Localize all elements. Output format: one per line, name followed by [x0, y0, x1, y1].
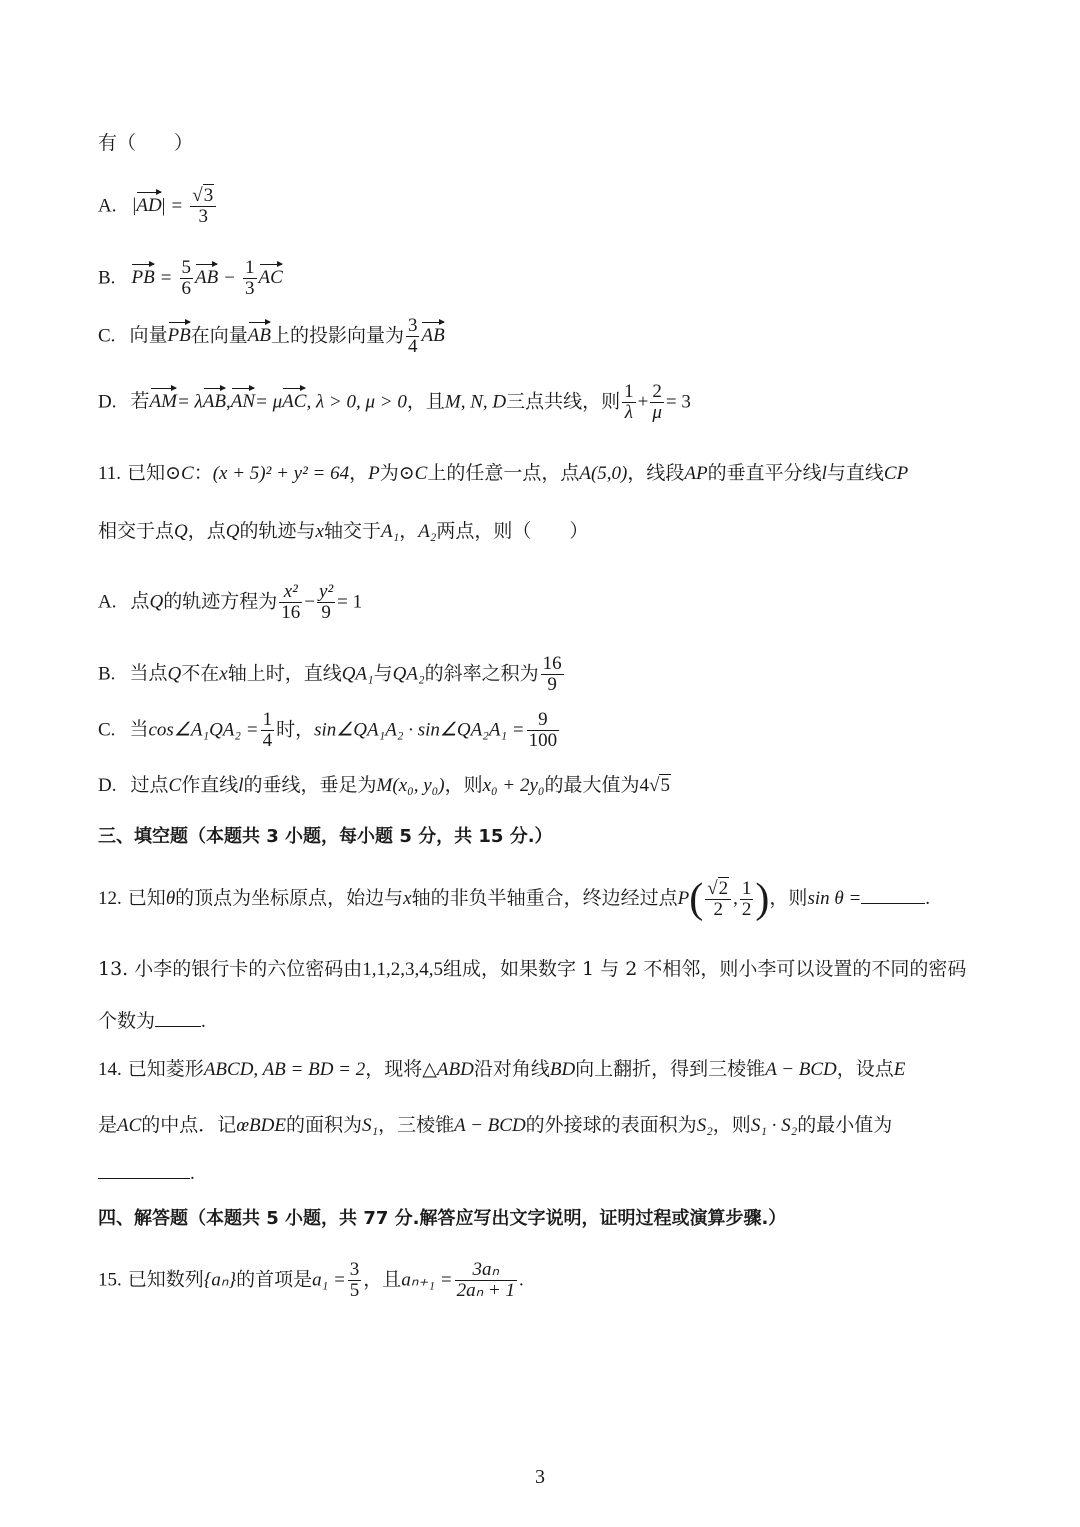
fraction: $\frac{1}{3}$: [245, 257, 255, 299]
question-number: 15.: [98, 1269, 122, 1291]
q12: 12. 已知θ的顶点为坐标原点，始边与x轴的非负半轴重合，终边经过点P( $\frac{√2}{2}$ , $\frac{1}{2}$ )，则sin θ = .: [98, 876, 931, 922]
vector-ac: AC: [282, 385, 306, 414]
q13-line2: 个数为 .: [98, 1010, 206, 1032]
fraction: $\frac{\text{3aₙ}}{\text{2aₙ + 1}}$: [456, 1259, 515, 1301]
q11-option-c: C. 当cos∠A₁QA₂ = $\frac{1}{4}$ 时，sin∠QA₁A₂ · sin∠QA₂A₁ = $\frac{9}{100}$: [98, 709, 558, 751]
page-number: 3: [535, 1466, 545, 1488]
q10-tail: [98, 132, 193, 155]
fraction: $\frac{2}{\mu}$: [652, 381, 662, 423]
q11-stem-line2: 相交于点Q，点Q的轨迹与x轴交于A₁，A₂两点，则（ ）: [98, 520, 589, 542]
section-heading-fill-in: [98, 826, 553, 848]
vector-pb: PB: [168, 319, 191, 348]
q14-line2: 是AC的中点．记œBDE的面积为S₁，三棱锥A − BCD的外接球的表面积为S₂，则S₁ · S₂的最小值为: [98, 1114, 893, 1136]
option-label: B.: [98, 267, 116, 289]
fraction: $\frac{1}{\lambda}$: [624, 381, 634, 423]
vector-ab: AB: [203, 385, 226, 414]
fraction: $\frac{\text{x²}}{16}$: [281, 581, 301, 623]
vector-ab: AB: [248, 319, 271, 348]
fraction: $\frac{16}{9}$: [542, 653, 562, 695]
vector-pb: PB: [131, 261, 154, 290]
q11-option-b: B. 当点Q不在x轴上时，直线QA₁与QA₂的斜率之积为 $\frac{16}{9}$: [98, 653, 562, 695]
option-label: D.: [98, 775, 117, 796]
q10-option-d: D. 若AM= λAB,AN= μAC, λ > 0, μ > 0，且M, N, D三点共线，则 $\frac{1}{\lambda}$ + $\frac{2}{\mu}$ = 3: [98, 381, 691, 423]
option-label: D.: [98, 391, 117, 413]
option-label: C.: [98, 325, 116, 347]
fraction: $\frac{√3}{3}$: [190, 186, 216, 227]
answer-blank[interactable]: [861, 903, 925, 904]
section-heading-solutions: [98, 1208, 786, 1230]
equals: =: [171, 195, 183, 217]
section-4-title: 四、解答题（本题共 5 小题，共 77 分.解答应写出文字说明，证明过程或演算步骤.）: [98, 1208, 787, 1229]
q10-option-b: B. PB = $\frac{5}{6}$ AB − $\frac{1}{3}$ AC: [98, 257, 283, 299]
fraction: $\frac{3}{4}$: [407, 315, 418, 357]
question-number: 11.: [98, 463, 122, 484]
option-label: A.: [98, 591, 117, 613]
section-3-title: 三、填空题（本题共 3 小题，每小题 5 分，共 15 分.）: [98, 826, 553, 847]
answer-blank[interactable]: [98, 1178, 190, 1179]
q15: 15. 已知数列{aₙ}的首项是a₁ = $\frac{3}{5}$ ，且aₙ₊₁ = $\frac{\text{3aₙ}}{\text{2aₙ + 1}}$ .: [98, 1259, 524, 1301]
vector-am: AM: [150, 385, 177, 414]
fraction: $\frac{1}{4}$: [262, 709, 273, 751]
q14-line1: 14. 已知菱形ABCD, AB = BD = 2，现将△ABD沿对角线BD向上翻折，得到三棱锥A − BCD，设点E: [98, 1058, 906, 1080]
vector-ab: AB: [195, 261, 218, 290]
fraction: $\frac{5}{6}$: [181, 257, 192, 299]
vector-ad: AD: [136, 189, 161, 218]
fraction: $\frac{\text{y²}}{9}$: [319, 581, 334, 623]
q13-line1: 13. 小李的银行卡的六位密码由1,1,2,3,4,5组成，如果数字 1 与 2 不相邻，则小李可以设置的不同的密码: [98, 958, 967, 980]
q10-option-c: C. 向量PB在向量AB上的投影向量为 $\frac{3}{4}$ AB: [98, 315, 445, 357]
q11-option-d: D. 过点C作直线l的垂线，垂足为M(x₀, y₀)，则x₀ + 2y₀的最大值为4√5: [98, 774, 670, 796]
vector-ac: AC: [259, 261, 283, 290]
option-label: B.: [98, 663, 116, 685]
fraction: $\frac{√2}{2}$: [705, 879, 731, 920]
q14-answer-line: .: [98, 1162, 195, 1186]
fraction: $\frac{1}{2}$: [741, 877, 752, 920]
answer-blank[interactable]: [155, 1026, 201, 1027]
option-label: A.: [98, 195, 117, 217]
q11-option-a: A. 点Q的轨迹方程为 $\frac{\text{x²}}{16}$ − $\frac{\text{y²}}{9}$ = 1: [98, 581, 363, 623]
vector-an: AN: [231, 385, 255, 414]
q10-tail-text: 有（ ）: [98, 132, 194, 154]
q11-stem-line1: 11. 已知⊙C：(x + 5)² + y² = 64，P为⊙C上的任意一点，点A(5,0)，线段AP的垂直平分线l与直线CP: [98, 462, 909, 484]
fraction: $\frac{3}{5}$: [349, 1259, 360, 1301]
option-label: C.: [98, 719, 116, 741]
question-number: 14.: [98, 1059, 122, 1080]
vector-ab: AB: [421, 319, 444, 348]
q10-option-a: A. |AD| = $\frac{√3}{3}$: [98, 186, 218, 227]
fraction: $\frac{9}{100}$: [528, 709, 558, 751]
question-number: 12.: [98, 888, 122, 909]
